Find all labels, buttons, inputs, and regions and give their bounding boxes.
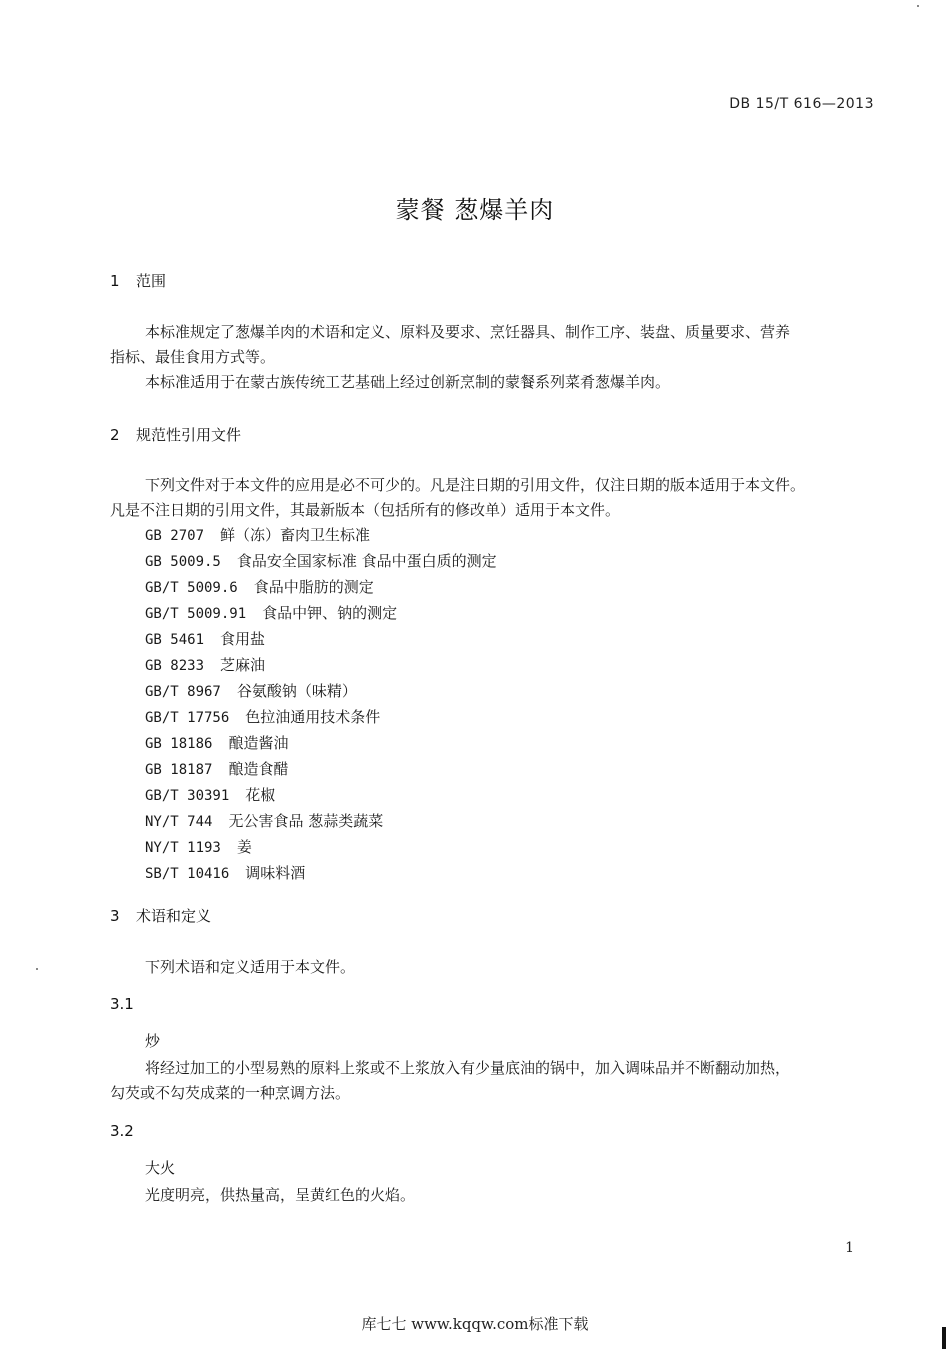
reference-code: SB/T 10416 xyxy=(145,866,230,882)
reference-code: GB 2707 xyxy=(145,528,205,544)
term-3-1-definition-line-1: 将经过加工的小型易熟的原料上浆或不上浆放入有少量底油的锅中，加入调味品并不断翻动加热， xyxy=(145,1059,791,1077)
section-1-heading xyxy=(110,270,166,291)
reference-name: 芝麻油 xyxy=(220,656,266,674)
reference-code: NY/T 1193 xyxy=(145,840,221,856)
reference-code: GB/T 17756 xyxy=(145,710,230,726)
section-title: 规范性引用文件 xyxy=(136,426,242,444)
term-3-2-definition: 光度明亮，供热量高，呈黄红色的火焰。 xyxy=(145,1186,416,1204)
scan-edge-mark xyxy=(942,1327,946,1349)
reference-code: GB/T 8967 xyxy=(145,684,221,700)
scope-paragraph-1-line-1: 本标准规定了葱爆羊肉的术语和定义、原料及要求、烹饪器具、制作工序、装盘、质量要求、营养 xyxy=(145,323,791,341)
scan-speck xyxy=(917,5,919,7)
reference-name: 食品安全国家标准 食品中蛋白质的测定 xyxy=(236,552,497,570)
reference-item xyxy=(145,679,497,705)
reference-code: GB 8233 xyxy=(145,658,205,674)
reference-name: 酿造酱油 xyxy=(228,734,289,752)
reference-code: GB/T 5009.6 xyxy=(145,580,238,596)
reference-name: 调味料酒 xyxy=(245,864,306,882)
reference-name: 无公害食品 葱蒜类蔬菜 xyxy=(228,812,384,830)
term-3-1-number: 3.1 xyxy=(110,995,134,1013)
term-3-2-number: 3.2 xyxy=(110,1122,134,1140)
term-3-1-definition-line-2: 勾芡或不勾芡成菜的一种烹调方法。 xyxy=(110,1084,351,1102)
reference-code: GB/T 30391 xyxy=(145,788,230,804)
references-intro-line-2: 凡是不注日期的引用文件，其最新版本（包括所有的修改单）适用于本文件。 xyxy=(110,501,621,519)
reference-name: 酿造食醋 xyxy=(228,760,289,778)
scope-paragraph-2: 本标准适用于在蒙古族传统工艺基础上经过创新烹制的蒙餐系列菜肴葱爆羊肉。 xyxy=(145,373,671,391)
section-title: 范围 xyxy=(136,272,167,290)
section-3-heading xyxy=(110,905,211,926)
reference-name: 食品中钾、钠的测定 xyxy=(262,604,398,622)
reference-item xyxy=(145,809,497,835)
reference-item xyxy=(145,731,497,757)
reference-name: 姜 xyxy=(236,838,252,856)
terms-intro: 下列术语和定义适用于本文件。 xyxy=(145,958,356,976)
section-title: 术语和定义 xyxy=(136,907,212,925)
reference-code: NY/T 744 xyxy=(145,814,213,830)
term-3-1-title: 炒 xyxy=(145,1032,161,1050)
download-footer: 库七七 www.kqqw.com标准下载 xyxy=(361,1315,589,1333)
section-2-heading xyxy=(110,424,241,445)
reference-name: 花椒 xyxy=(245,786,276,804)
scan-speck xyxy=(36,968,38,970)
reference-name: 色拉油通用技术条件 xyxy=(245,708,381,726)
reference-code: GB 18187 xyxy=(145,762,213,778)
document-title: 蒙餐 葱爆羊肉 xyxy=(395,196,555,224)
reference-name: 谷氨酸钠（味精） xyxy=(236,682,357,700)
standard-code: DB 15/T 616—2013 xyxy=(729,96,874,112)
section-number: 1 xyxy=(110,272,120,290)
reference-name: 食品中脂肪的测定 xyxy=(253,578,374,596)
reference-name: 食用盐 xyxy=(220,630,266,648)
reference-list xyxy=(145,523,497,887)
reference-item xyxy=(145,627,497,653)
reference-item xyxy=(145,705,497,731)
reference-item xyxy=(145,835,497,861)
reference-item xyxy=(145,601,497,627)
reference-code: GB/T 5009.91 xyxy=(145,606,247,622)
reference-item xyxy=(145,861,497,887)
reference-item xyxy=(145,653,497,679)
reference-item xyxy=(145,575,497,601)
reference-code: GB 5009.5 xyxy=(145,554,221,570)
references-intro-line-1: 下列文件对于本文件的应用是必不可少的。凡是注日期的引用文件，仅注日期的版本适用于本文件。 xyxy=(145,476,806,494)
reference-name: 鲜（冻）畜肉卫生标准 xyxy=(220,526,371,544)
scope-paragraph-1-line-2: 指标、最佳食用方式等。 xyxy=(110,348,276,366)
reference-code: GB 5461 xyxy=(145,632,205,648)
reference-item xyxy=(145,549,497,575)
section-number: 2 xyxy=(110,426,120,444)
reference-item xyxy=(145,783,497,809)
reference-item xyxy=(145,757,497,783)
page-number: 1 xyxy=(845,1240,854,1256)
reference-item xyxy=(145,523,497,549)
section-number: 3 xyxy=(110,907,120,925)
reference-code: GB 18186 xyxy=(145,736,213,752)
term-3-2-title: 大火 xyxy=(145,1159,176,1177)
